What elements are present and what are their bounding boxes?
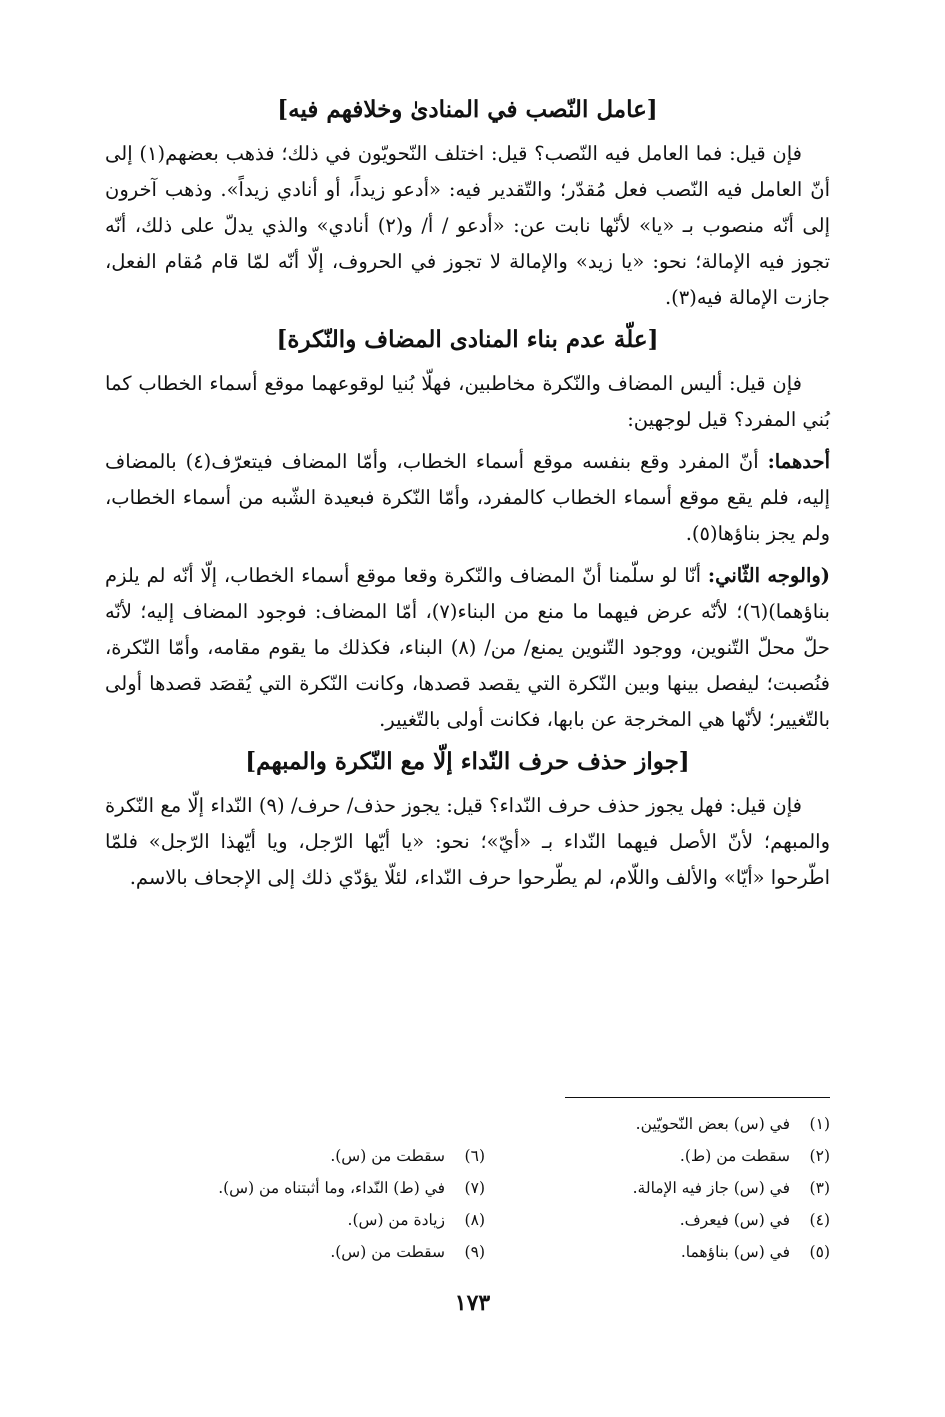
paragraph: [105, 558, 830, 738]
footnote: [490, 1236, 830, 1268]
footnote: [490, 1140, 830, 1172]
footnote-number: (٦): [464, 1147, 485, 1165]
page-number: ١٧٣: [454, 1290, 491, 1316]
footnote-text: سقطت من (س).: [330, 1147, 445, 1165]
footnote-text: زيادة من (س).: [347, 1211, 445, 1229]
footnote-text: سقطت من (ط).: [679, 1147, 790, 1165]
paragraph-lead: أحدهما:: [767, 450, 830, 473]
section-heading: [جواز حذف حرف النّداء إلّا مع النّكرة والمبهم]: [245, 748, 690, 775]
footnote-number: (٨): [464, 1211, 485, 1229]
section-heading: [عامل النّصب في المنادىٰ وخلافهم فيه]: [277, 96, 658, 123]
footnote: [95, 1172, 485, 1204]
footnote: [490, 1204, 830, 1236]
footnote-number: (٢): [809, 1147, 830, 1165]
paragraph-lead: (والوجه الثّاني:: [707, 564, 831, 587]
paragraph: [105, 366, 830, 438]
footnote: [95, 1236, 485, 1268]
paragraph-text: فإن قيل: فما العامل فيه النّصب؟ قيل: اختلف النّحويّون في ذلك؛ فذهب بعضهم(١) إلى أنّ العامل فيه النّصب فعل مُقدّر؛ والتّقدير فيه: «أدعو زيداً، أو أنادي زيداً». وذهب آخرون إلى أنّه منصوب بـ «يا» لأنّها نابت عن: «أدعو / أ/ و(٢) أنادي» والذي يدلّ على ذلك، أنّه تجوز فيه الإمالة؛ نحو: «يا زيد» والإمالة لا تجوز في الحروف، إلّا أنّه لمّا قام مُقام الفعل، جازت الإمالة فيه(٣).: [105, 142, 830, 309]
footnote-text: سقطت من (س).: [330, 1243, 445, 1261]
section-hadhf-harf-nida: [105, 744, 830, 896]
footnote-number: (٩): [464, 1243, 485, 1261]
footnote-number: (٧): [464, 1179, 485, 1197]
footnote: [95, 1204, 485, 1236]
paragraph: [105, 136, 830, 316]
section-nasb-amil: [105, 92, 830, 316]
section-heading: [علّة عدم بناء المنادى المضاف والنّكرة]: [276, 326, 659, 353]
footnote-text: في (س) جاز فيه الإمالة.: [632, 1179, 790, 1197]
footnote: [95, 1140, 485, 1172]
footnote-text: في (س) بناؤهما.: [680, 1243, 790, 1261]
footnote-number: (١): [809, 1115, 830, 1133]
footnotes-column-left: [95, 1140, 485, 1268]
paragraph-text: أنّ المفرد وقع بنفسه موقع أسماء الخطاب، وأمّا المضاف فيتعرّف(٤) بالمضاف إليه، فلم يقع موقع أسماء الخطاب كالمفرد، وأمّا النّكرة فبعيدة الشّبه من أسماء الخطاب، ولم يجز بناؤها(٥).: [105, 450, 830, 545]
paragraph-text: فإن قيل: أليس المضاف والنّكرة مخاطبين، فهلّا بُنيا لوقوعهما موقع أسماء الخطاب كما بُني المفرد؟ قيل لوجهين:: [105, 372, 830, 431]
footnote-number: (٥): [809, 1243, 830, 1261]
section-illat-bina: [105, 322, 830, 738]
paragraph: [105, 444, 830, 552]
paragraph: [105, 788, 830, 896]
paragraph-text: أنّا لو سلّمنا أنّ المضاف والنّكرة وقعا موقع أسماء الخطاب، إلّا أنّه لم يلزم بناؤهما)(٦)؛ لأنّه عرض فيهما ما منع من البناء(٧)، أمّا المضاف: فوجود المضاف إليه؛ لأنّه حلّ محلّ التّنوين، ووجود التّنوين يمنع/ من/ (٨) البناء، فكذلك ما يقوم مقامه، وأمّا النّكرة، فنُصبت؛ ليفصل بينها وبين النّكرة التي يقصد قصدها، وكانت النّكرة التي يُقصَد قصدها أولى بالتّغيير؛ لأنّها هي المخرجة عن بابها، فكانت أولى بالتّغيير.: [105, 564, 830, 731]
footnote-text: في (س) بعض النّحويّين.: [635, 1115, 790, 1133]
footnote: [490, 1172, 830, 1204]
footnote: [490, 1108, 830, 1140]
footnote-text: في (ط) النّداء، وما أثبتناه من (س).: [218, 1179, 445, 1197]
footnote-number: (٣): [809, 1179, 830, 1197]
footnote-separator: [565, 1097, 830, 1098]
footnote-number: (٤): [809, 1211, 830, 1229]
footnotes-column-right: [490, 1108, 830, 1268]
main-text: [105, 88, 830, 902]
paragraph-text: فإن قيل: فهل يجوز حذف حرف النّداء؟ قيل: يجوز حذف/ حرف/ (٩) النّداء إلّا مع النّكرة والمبهم؛ لأنّ الأصل فيهما النّداء بـ «أيّ»؛ نحو: «يا أيّها الرّجل، ويا أيّهذا الرّجل» فلمّا اطّرحوا «أيّا» والألف واللّام، لم يطّرحوا حرف النّداء، لئلّا يؤدّي ذلك إلى الإجحاف بالاسم.: [105, 794, 830, 889]
footnote-text: في (س) فيعرف.: [679, 1211, 790, 1229]
